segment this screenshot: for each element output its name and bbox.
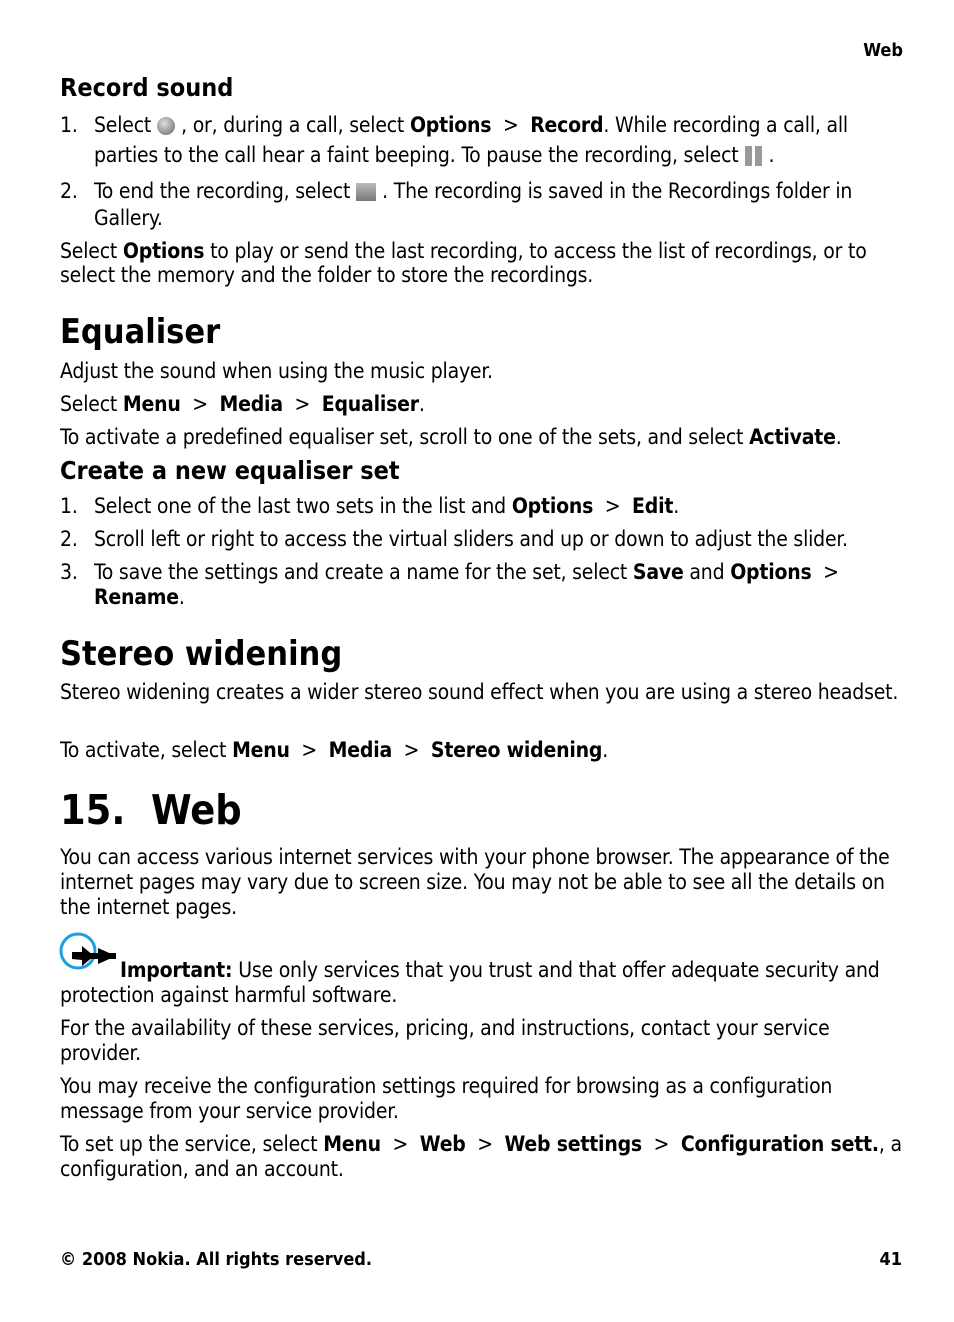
equaliser-heading: Equaliser [60, 312, 221, 352]
equaliser-step-3: 3. To save the settings and create a name for the set, select Save and Options > Rename. [60, 560, 839, 609]
web-setup: To set up the service, select Menu > Web > Web settings > Configuration sett., a configuration, and an account. [60, 1132, 902, 1181]
web-availability: For the availability of these services, pricing, and instructions, contact your service provider. [60, 1016, 830, 1065]
web-config: You may receive the configuration settings required for browsing as a configuration message from your service provider. [60, 1074, 833, 1123]
record-sound-paragraph: Select Options to play or send the last recording, to access the list of recordings, or to select the memory and the folder to store the recordings. [60, 239, 867, 287]
equaliser-intro: Adjust the sound when using the music player. [60, 359, 493, 383]
equaliser-path: Select Menu > Media > Equaliser. [60, 392, 425, 416]
equaliser-step-2: 2. Scroll left or right to access the virtual sliders and up or down to adjust the slider. [60, 527, 848, 551]
running-header: Web [863, 40, 903, 61]
copyright-footer: © 2008 Nokia. All rights reserved. [60, 1249, 373, 1270]
equaliser-activate: To activate a predefined equaliser set, scroll to one of the sets, and select Activate. [60, 425, 842, 449]
chapter-heading: 15. Web [60, 786, 242, 834]
equaliser-step-1: 1. Select one of the last two sets in the list and Options > Edit. [60, 494, 679, 518]
pause-icon [745, 146, 763, 166]
page-number: 41 [879, 1249, 902, 1270]
record-icon [157, 117, 175, 135]
stereo-intro: Stereo widening creates a wider stereo sound effect when you are using a stereo headset. [60, 680, 899, 704]
record-sound-heading: Record sound [60, 73, 234, 102]
record-step-1: 1. Select , or, during a call, select Options > Record. While recording a call, all parties to the call hear a faint beeping. To pause the recording, select . [60, 113, 848, 167]
important-note: Important: Use only services that you trust and that offer adequate security and protection against harmful software. [60, 958, 880, 1007]
create-equaliser-heading: Create a new equaliser set [60, 456, 400, 485]
web-intro: You can access various internet services with your phone browser. The appearance of the internet pages may vary due to screen size. You may not be able to see all the details on the internet pages. [60, 845, 890, 919]
record-step-2: 2. To end the recording, select . The recording is saved in the Recordings folder in Gallery. [60, 179, 853, 230]
stereo-path: To activate, select Menu > Media > Stereo widening. [60, 738, 609, 762]
stereo-widening-heading: Stereo widening [60, 634, 343, 674]
stop-icon [356, 183, 376, 201]
